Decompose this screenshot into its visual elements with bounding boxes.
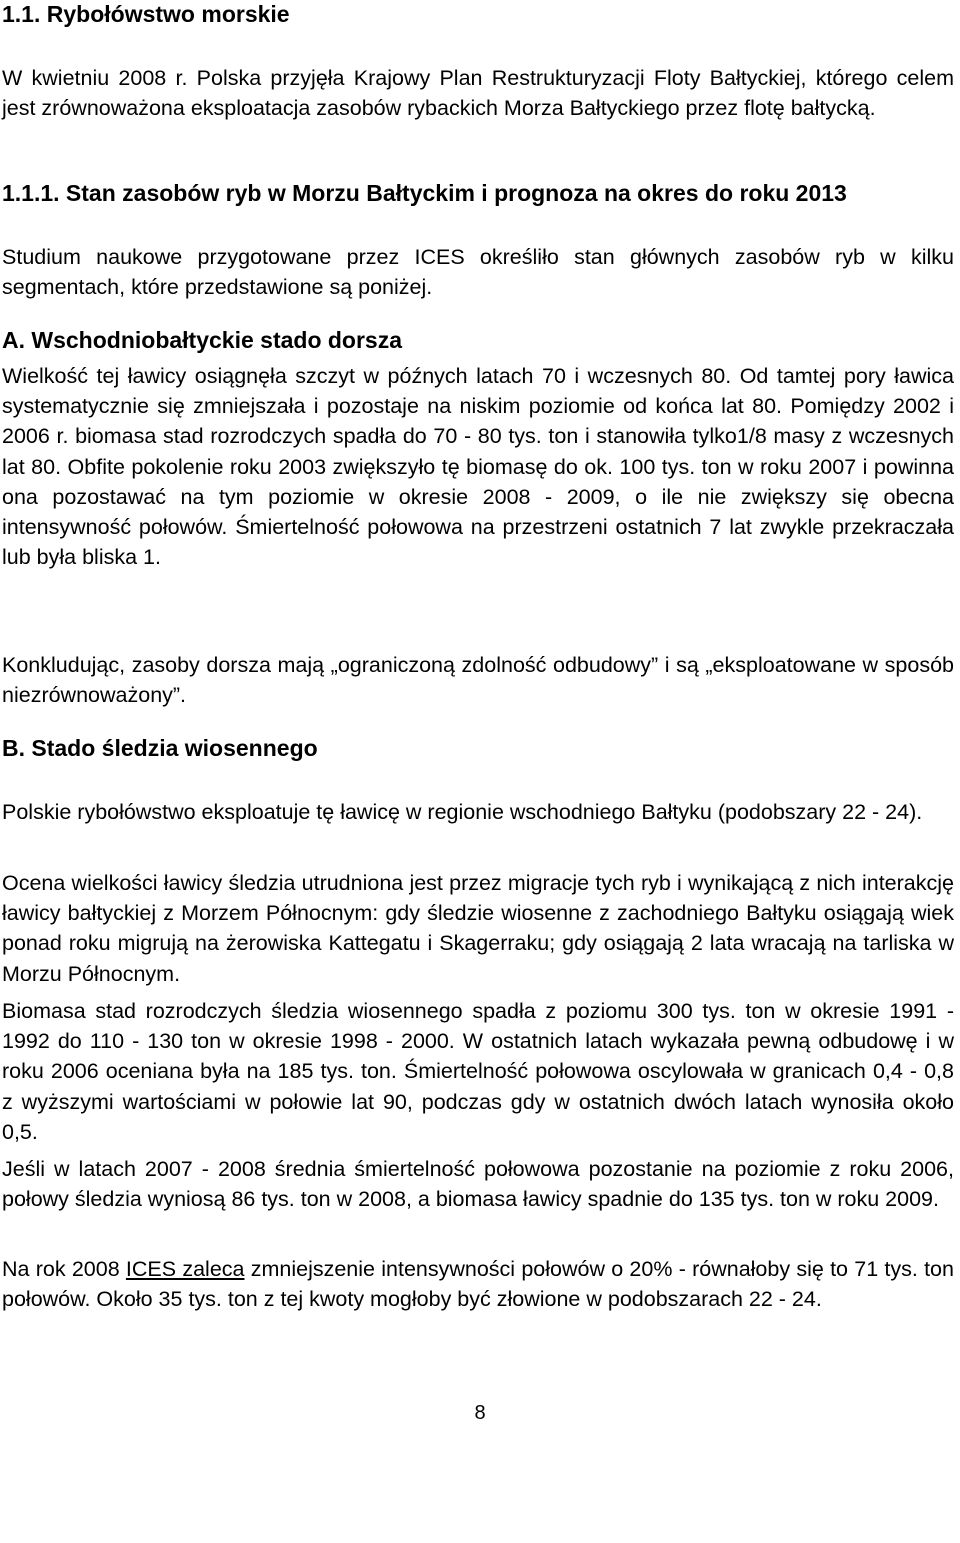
page-number: 8 [474, 1402, 486, 1424]
subsection-heading-1-1-1: 1.1.1. Stan zasobów ryb w Morzu Bałtyckim i prognoza na okres do roku 2013 [2, 180, 847, 206]
paragraph-intro: W kwietniu 2008 r. Polska przyjęła Krajowy Plan Restrukturyzacji Floty Bałtyckiej, którego celem jest zrównoważona eksploatacja zasobów rybackich Morza Bałtyckiego przez flotę bałtycką. [2, 66, 954, 121]
paragraph-ices-recommendation [2, 1254, 954, 1314]
paragraph-study: Studium naukowe przygotowane przez ICES określiło stan głównych zasobów ryb w kilku segmentach, które przedstawione są poniżej. [2, 245, 954, 300]
section-heading-1-1: 1.1. Rybołówstwo morskie [2, 1, 290, 27]
paragraph-herring-forecast: Jeśli w latach 2007 - 2008 średnia śmiertelność połowowa pozostanie na poziomie z roku 2006, połowy śledzia wyniosą 86 tys. ton w 2008, a biomasa ławicy spadnie do 135 tys. ton w roku 2009. [2, 1157, 954, 1212]
ices-recommends-link[interactable]: ICES zaleca [125, 1257, 245, 1281]
paragraph-herring-region: Polskie rybołówstwo eksploatuje tę ławicę w regionie wschodniego Bałtyku (podobszary 22 - 24). [2, 800, 923, 824]
paragraph-herring-migration: Ocena wielkości ławicy śledzia utrudniona jest przez migracje tych ryb i wynikającą z nich interakcję ławicy bałtyckiej z Morzem Północnym: gdy śledzie wiosenne z zachodniego Bałtyku osiągają wiek ponad roku migrują na żerowiska Kattegatu i Skagerraku; gdy osiągają 2 lata wracają na tarliska w Morzu Północnym. [2, 871, 954, 986]
ices-text-before: Na rok 2008 [2, 1257, 126, 1281]
paragraph-cod-stock: Wielkość tej ławicy osiągnęła szczyt w późnych latach 70 i wczesnych 80. Od tamtej pory ławica systematycznie się zmniejszała i pozostaje na niskim poziomie od końca lat 80. Pomiędzy 2002 i 2006 r. biomasa stad rozrodczych spadła do 70 - 80 tys. ton i stanowiła tylko1/8 masy z wczesnych lat 80. Obfite pokolenie roku 2003 zwiększyło tę biomasę do ok. 100 tys. ton w roku 2007 i powinna ona pozostawać na tym poziomie w okresie 2008 - 2009, o ile nie zwiększy się obecna intensywność połowów. Śmiertelność połowowa na przestrzeni ostatnich 7 lat zwykle przekraczała lub była bliska 1. [2, 364, 954, 570]
paragraph-conclusion: Konkludując, zasoby dorsza mają „ograniczoną zdolność odbudowy” i są „eksploatowane w sposób niezrównoważony”. [2, 653, 954, 708]
heading-b-herring: B. Stado śledzia wiosennego [2, 735, 318, 761]
heading-a-cod: A. Wschodniobałtyckie stado dorsza [2, 327, 403, 353]
ices-text-after: zmniejszenie intensywności połowów o 20% - równałoby się to 71 tys. ton połowów. Około 35 tys. ton z tej kwoty mogłoby być złowione w podobszarach 22 - 24. [2, 1257, 954, 1312]
paragraph-herring-biomass: Biomasa stad rozrodczych śledzia wiosennego spadła z poziomu 300 tys. ton w okresie 1991 - 1992 do 110 - 130 ton w okresie 1998 - 2000. W ostatnich latach wykazała pewną odbudowę i w roku 2006 oceniana była na 185 tys. ton. Śmiertelność połowowa oscylowała w granicach 0,4 - 0,8 z wyższymi wartościami w połowie lat 90, podczas gdy w ostatnich dwóch latach wynosiła około 0,5. [2, 999, 954, 1144]
